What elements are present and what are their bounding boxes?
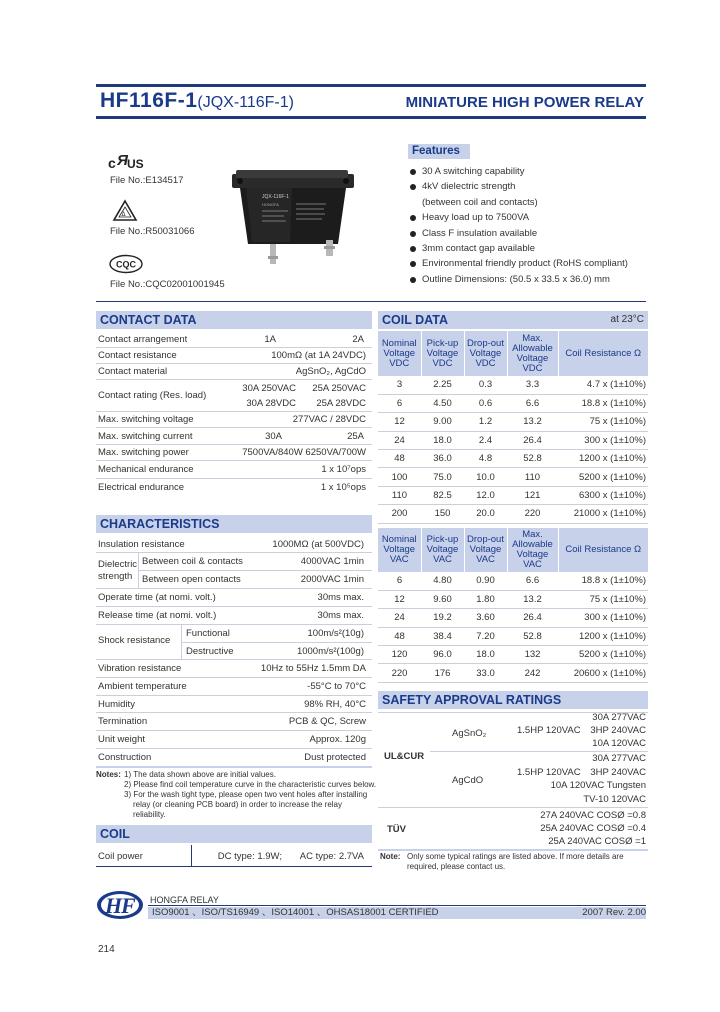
table-row xyxy=(378,376,648,394)
rating-line: TV-10 120VAC xyxy=(583,794,646,805)
spec-row: Insulation resistance 1000MΩ (at 500VDC) xyxy=(96,536,372,553)
title-rule-top xyxy=(96,84,646,87)
table-cell: 12 xyxy=(378,590,421,608)
model-alt-number: (JQX-116F-1) xyxy=(197,94,294,111)
hongfa-logo-icon xyxy=(96,890,144,920)
table-cell: 52.8 xyxy=(507,450,558,468)
table-cell: 9.60 xyxy=(421,590,464,608)
ac-coil-rows xyxy=(378,572,648,682)
table-cell: 20600 x (1±10%) xyxy=(558,664,648,682)
dc-coil-table xyxy=(378,331,648,524)
agcdo-label: AgCdO xyxy=(452,775,484,786)
footer-certifications: ISO9001 、ISO/TS16949 、ISO14001 、OHSAS18001 CERTIFIED xyxy=(152,907,439,918)
note-line: 2) Please find coil temperature curve in the characteristic curves below. xyxy=(124,780,377,789)
spec-row: Contact resistance 100mΩ (at 1A 24VDC) xyxy=(96,348,372,364)
spec-row: Construction Dust protected xyxy=(98,752,366,763)
spec-row: Mechanical endurance 1 x 10⁷ops xyxy=(96,461,372,479)
table-cell: 18.0 xyxy=(464,646,507,664)
feature-item: (between coil and contacts) xyxy=(422,196,538,208)
table-cell: 18.8 x (1±10%) xyxy=(558,394,648,412)
coil-data-temperature: at 23°C xyxy=(610,314,644,325)
feature-item: 30 A switching capability xyxy=(410,164,650,179)
bullet-icon xyxy=(410,184,416,190)
table-cell: 1200 x (1±10%) xyxy=(558,450,648,468)
spec-row: Operate time (at nomi. volt.) 30ms max. xyxy=(96,589,372,607)
model-number: HF116F-1(JQX-116F-1) xyxy=(100,89,294,112)
table-cell: 6.6 xyxy=(507,394,558,412)
document-title: MINIATURE HIGH POWER RELAY xyxy=(405,94,644,111)
cqc-file-number: File No.:CQC02001001945 xyxy=(110,279,225,290)
svg-text:c: c xyxy=(108,155,116,171)
table-cell: 200 xyxy=(378,505,421,523)
table-cell: 1.2 xyxy=(464,413,507,431)
svg-text:US: US xyxy=(127,157,144,171)
spec-row: Electrical endurance 1 x 10⁵ops xyxy=(98,482,366,493)
safety-ratings-heading: SAFETY APPROVAL RATINGS xyxy=(378,691,648,709)
table-row xyxy=(378,450,648,468)
table-cell: 300 x (1±10%) xyxy=(558,609,648,627)
table-cell: 0.90 xyxy=(464,572,507,590)
column-header: Drop-out Voltage VDC xyxy=(464,331,507,376)
ul-cur-label: UL&CUR xyxy=(384,751,425,762)
table-cell: 6.6 xyxy=(507,572,558,590)
table-cell: 9.00 xyxy=(421,413,464,431)
table-cell: 6 xyxy=(378,572,421,590)
table-cell: 36.0 xyxy=(421,450,464,468)
column-header: Nominal Voltage VAC xyxy=(378,528,421,572)
spec-row: Ambient temperature -55°C to 70°C xyxy=(96,678,372,696)
safety-note-label: Note: xyxy=(380,852,401,861)
table-cell: 12 xyxy=(378,413,421,431)
bullet-icon xyxy=(410,231,416,237)
table-cell: 6 xyxy=(378,394,421,412)
column-header: Max. Allowable Voltage VAC xyxy=(507,528,558,572)
note-line: 3) For the wash tight type, please open two vent holes after installing xyxy=(124,790,368,799)
table-cell: 1.80 xyxy=(464,590,507,608)
table-cell: 82.5 xyxy=(421,486,464,504)
feature-item: Environmental friendly product (RoHS compliant) xyxy=(410,256,650,271)
table-cell: 3 xyxy=(378,376,421,394)
table-cell: 300 x (1±10%) xyxy=(558,431,648,449)
table-cell: 13.2 xyxy=(507,413,558,431)
tuv-triangle-logo-icon xyxy=(112,199,138,223)
table-cell: 20.0 xyxy=(464,505,507,523)
spec-row: Release time (at nomi. volt.) 30ms max. xyxy=(96,607,372,625)
table-cell: 3.60 xyxy=(464,609,507,627)
table-cell: 220 xyxy=(507,505,558,523)
table-cell: 26.4 xyxy=(507,609,558,627)
column-header: Coil Resistance Ω xyxy=(558,331,648,376)
table-cell: 4.50 xyxy=(421,394,464,412)
table-cell: 100 xyxy=(378,468,421,486)
table-cell: 4.8 xyxy=(464,450,507,468)
rating-line: 27A 240VAC COSØ =0.8 xyxy=(540,810,646,821)
feature-item: Heavy load up to 7500VA xyxy=(410,210,650,225)
table-cell: 3.3 xyxy=(507,376,558,394)
spec-row: Max. switching power 7500VA/840W 6250VA/700W xyxy=(96,445,372,461)
rating-line: 1.5HP 120VAC xyxy=(517,725,581,736)
rating-line: 1.5HP 120VAC xyxy=(517,767,581,778)
safety-note-line: Only some typical ratings are listed above. If more details are xyxy=(407,852,624,861)
table-cell: 242 xyxy=(507,664,558,682)
table-cell: 19.2 xyxy=(421,609,464,627)
table-cell: 75 x (1±10%) xyxy=(558,590,648,608)
table-cell: 75.0 xyxy=(421,468,464,486)
note-line: 1) The data shown above are initial values. xyxy=(124,770,276,779)
characteristics-rule xyxy=(96,766,372,768)
rating-line: 30A 277VAC xyxy=(592,753,646,764)
table-cell: 38.4 xyxy=(421,627,464,645)
table-cell: 220 xyxy=(378,664,421,682)
ac-coil-table xyxy=(378,528,648,683)
rating-line: 10A 120VAC xyxy=(592,738,646,749)
table-cell: 5200 x (1±10%) xyxy=(558,468,648,486)
table-cell: 110 xyxy=(378,486,421,504)
spec-row: Max. switching voltage 277VAC / 28VDC xyxy=(96,412,372,428)
table-cell: 120 xyxy=(378,646,421,664)
column-header: Nominal Voltage VDC xyxy=(378,331,421,376)
table-row xyxy=(378,486,648,504)
table-cell: 150 xyxy=(421,505,464,523)
svg-text:F: F xyxy=(121,893,136,918)
safety-note-line: required, please contact us. xyxy=(407,862,506,871)
features-heading: Features xyxy=(408,144,470,159)
bullet-icon xyxy=(410,246,416,252)
table-row xyxy=(378,590,648,608)
spec-row: Termination PCB & QC, Screw xyxy=(96,713,372,731)
title-rule-bottom xyxy=(96,116,646,119)
note-line: reliability. xyxy=(133,810,166,819)
table-cell: 48 xyxy=(378,450,421,468)
footer-rule xyxy=(148,905,646,906)
footer-revision: 2007 Rev. 2.00 xyxy=(582,907,646,918)
svg-text:H: H xyxy=(105,893,123,918)
table-cell: 18.8 x (1±10%) xyxy=(558,572,648,590)
table-cell: 132 xyxy=(507,646,558,664)
table-cell: 4.7 x (1±10%) xyxy=(558,376,648,394)
spec-row: Unit weight Approx. 120g xyxy=(96,731,372,749)
table-cell: 26.4 xyxy=(507,431,558,449)
footer-brand: HONGFA RELAY xyxy=(150,895,219,905)
relay-product-image xyxy=(232,168,354,268)
spec-row: Humidity 98% RH, 40°C xyxy=(96,696,372,713)
features-list xyxy=(410,164,650,287)
contact-data-heading: CONTACT DATA xyxy=(96,311,372,329)
table-row xyxy=(378,468,648,486)
table-cell: 24 xyxy=(378,431,421,449)
cqc-logo-icon xyxy=(108,254,144,274)
table-cell: 12.0 xyxy=(464,486,507,504)
column-header: Pick-up Voltage VAC xyxy=(421,528,464,572)
spec-row: Contact arrangement 1A 2A xyxy=(96,331,372,348)
characteristics-heading: CHARACTERISTICS xyxy=(96,515,372,533)
ul-recognized-logo-icon xyxy=(108,150,150,172)
table-row xyxy=(378,609,648,627)
rating-line: 3HP 240VAC xyxy=(590,767,646,778)
table-cell: 4.80 xyxy=(421,572,464,590)
table-cell: 96.0 xyxy=(421,646,464,664)
table-row xyxy=(378,431,648,449)
bullet-icon xyxy=(410,261,416,267)
table-cell: 176 xyxy=(421,664,464,682)
ul-file-number: File No.:E134517 xyxy=(110,175,184,186)
spec-row: Contact material AgSnO₂, AgCdO xyxy=(96,364,372,380)
table-cell: 110 xyxy=(507,468,558,486)
svg-text:CQC: CQC xyxy=(116,259,136,270)
table-cell: 0.6 xyxy=(464,394,507,412)
page-number: 214 xyxy=(98,944,115,955)
rating-line: 25A 240VAC COSØ =0.4 xyxy=(540,823,646,834)
table-cell: 18.0 xyxy=(421,431,464,449)
table-cell: 0.3 xyxy=(464,376,507,394)
section-divider xyxy=(96,301,646,302)
rating-line: 10A 120VAC Tungsten xyxy=(550,780,646,791)
table-cell: 21000 x (1±10%) xyxy=(558,505,648,523)
rating-line: 3HP 240VAC xyxy=(590,725,646,736)
column-header: Pick-up Voltage VDC xyxy=(421,331,464,376)
spec-row: Dielectric strength Between coil & contacts 4000VAC 1min Between open contacts 2000VAC 1min xyxy=(96,553,372,589)
table-cell: 13.2 xyxy=(507,590,558,608)
table-row xyxy=(378,413,648,431)
feature-item: 4kV dielectric strength xyxy=(410,179,650,194)
coil-power-row: Coil power DC type: 1.9W; AC type: 2.7VA xyxy=(96,845,372,867)
svg-text:JQX-116F-1: JQX-116F-1 xyxy=(262,194,289,200)
bullet-icon xyxy=(410,277,416,283)
table-row xyxy=(378,394,648,412)
feature-item: 3mm contact gap available xyxy=(410,241,650,256)
spec-row: Shock resistance Functional 100m/s²(10g) Destructive 1000m/s²(100g) xyxy=(96,625,372,660)
coil-heading: COIL xyxy=(96,825,372,843)
column-header: Coil Resistance Ω xyxy=(558,528,648,572)
svg-text:Я: Я xyxy=(117,152,128,169)
table-row xyxy=(378,572,648,590)
spec-row: Vibration resistance 10Hz to 55Hz 1.5mm DA xyxy=(96,660,372,678)
tuv-file-number: File No.:R50031066 xyxy=(110,226,195,237)
table-cell: 75 x (1±10%) xyxy=(558,413,648,431)
table-cell: 121 xyxy=(507,486,558,504)
table-cell: 5200 x (1±10%) xyxy=(558,646,648,664)
bullet-icon xyxy=(410,215,416,221)
column-header: Drop-out Voltage VAC xyxy=(464,528,507,572)
table-row xyxy=(378,664,648,682)
column-header: Max. Allowable Voltage VDC xyxy=(507,331,558,376)
tuv-label: TÜV xyxy=(387,824,406,835)
dc-coil-rows xyxy=(378,376,648,523)
table-row xyxy=(378,627,648,645)
note-line: relay (or cleaning PCB board) in order to increase the relay xyxy=(133,800,342,809)
table-cell: 10.0 xyxy=(464,468,507,486)
table-cell: 2.4 xyxy=(464,431,507,449)
coil-data-heading: COIL DATA at 23°C xyxy=(378,311,648,329)
feature-item: Class F insulation available xyxy=(410,226,650,241)
table-cell: 48 xyxy=(378,627,421,645)
table-cell: 24 xyxy=(378,609,421,627)
spec-row: Contact rating (Res. load) 30A 250VAC 25A 250VAC 30A 28VDC 25A 28VDC xyxy=(96,380,372,412)
bullet-icon xyxy=(410,169,416,175)
notes-label: Notes: xyxy=(96,770,121,779)
table-row xyxy=(378,646,648,664)
spec-row: Max. switching current 30A 25A xyxy=(96,428,372,445)
table-row xyxy=(378,505,648,523)
rating-line: 25A 240VAC COSØ =1 xyxy=(548,836,646,847)
feature-item: Outline Dimensions: (50.5 x 33.5 x 36.0) mm xyxy=(410,272,650,287)
rating-line: 30A 277VAC xyxy=(592,712,646,723)
table-cell: 6300 x (1±10%) xyxy=(558,486,648,504)
table-cell: 33.0 xyxy=(464,664,507,682)
svg-text:HONGFA: HONGFA xyxy=(262,202,279,207)
agsno2-label: AgSnO₂ xyxy=(452,728,487,739)
table-cell: 2.25 xyxy=(421,376,464,394)
table-cell: 1200 x (1±10%) xyxy=(558,627,648,645)
svg-text:Δ: Δ xyxy=(121,212,126,218)
table-cell: 7.20 xyxy=(464,627,507,645)
table-cell: 52.8 xyxy=(507,627,558,645)
